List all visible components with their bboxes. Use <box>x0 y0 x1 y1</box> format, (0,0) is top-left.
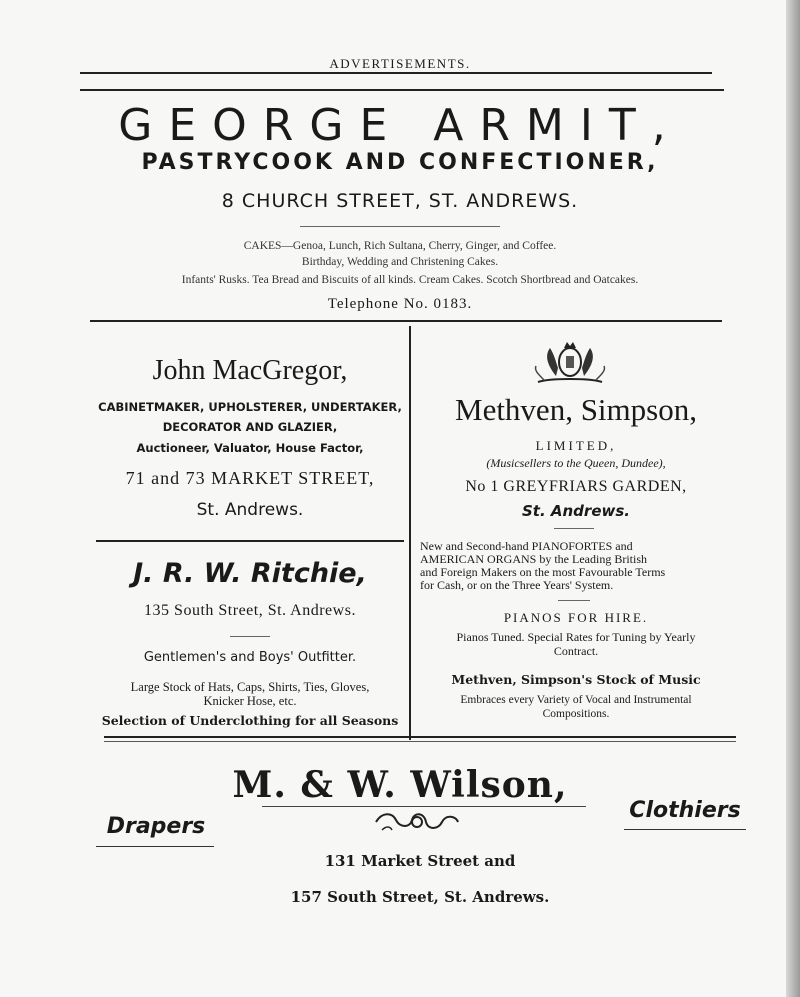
top-border-rule <box>80 89 724 91</box>
methven-divider-1 <box>554 528 594 529</box>
george-armit-trade: PASTRYCOOK AND CONFECTIONER, <box>141 150 659 175</box>
scroll-ornament-icon <box>372 808 462 836</box>
george-armit-cakes: CAKES—Genoa, Lunch, Rich Sultana, Cherry, Ginger, and Coffee. <box>243 240 557 252</box>
methven-simpson-limited: LIMITED, <box>535 438 617 453</box>
drapers-underline <box>96 846 214 847</box>
ritchie-divider <box>230 636 270 637</box>
george-armit-divider <box>300 226 500 227</box>
wilson-drapers: Drapers <box>106 814 206 839</box>
methven-simpson-address: No 1 GREYFRIARS GARDEN, <box>465 478 687 495</box>
ritchie-address: 135 South Street, St. Andrews. <box>144 602 356 619</box>
page-edge <box>786 0 800 997</box>
methven-pianos-line-3: and Foreign Makers on the most Favourable Terms <box>420 565 666 579</box>
george-armit-telephone: Telephone No. 0183. <box>327 296 473 312</box>
section-rule-2b <box>104 741 736 742</box>
john-macgregor-trade-3: Auctioneer, Valuator, House Factor, <box>136 441 364 455</box>
methven-simpson-town: St. Andrews. <box>522 502 630 520</box>
ritchie-selection: Selection of Underclothing for all Seasons <box>101 713 399 728</box>
section-rule-2 <box>104 736 736 738</box>
wilson-address-1: 131 Market Street and <box>324 852 516 870</box>
wilson-name: M. & W. Wilson, <box>232 764 568 806</box>
methven-pianos-line-1: New and Second-hand PIANOFORTES and <box>420 539 633 553</box>
george-armit-products: Infants' Rusks. Tea Bread and Biscuits of all kinds. Cream Cakes. Scotch Shortbread and Oatcakes. <box>181 274 639 286</box>
section-rule-1 <box>90 320 722 322</box>
wilson-name-rule <box>262 806 586 807</box>
john-macgregor-address: 71 and 73 MARKET STREET, <box>125 468 375 488</box>
george-armit-address: 8 CHURCH STREET, ST. ANDREWS. <box>221 190 579 212</box>
column-divider <box>409 326 411 740</box>
ritchie-stock-2: Knicker Hose, etc. <box>203 694 297 708</box>
john-macgregor-trade-1: CABINETMAKER, UPHOLSTERER, UNDERTAKER, <box>98 400 402 414</box>
royal-crest-icon <box>520 336 620 388</box>
page-header: ADVERTISEMENTS. <box>329 56 471 71</box>
methven-divider-2 <box>558 600 590 601</box>
methven-pianos-hire: PIANOS FOR HIRE. <box>503 610 649 625</box>
methven-simpson-musicsellers: (Musicsellers to the Queen, Dundee), <box>486 456 666 470</box>
george-armit-name: GEORGE ARMIT, <box>118 100 682 151</box>
methven-pianos-line-2: AMERICAN ORGANS by the Leading British <box>420 552 647 566</box>
methven-music-stock: Methven, Simpson's Stock of Music <box>451 672 701 687</box>
john-macgregor-town: St. Andrews. <box>196 500 304 520</box>
methven-tuning-1: Pianos Tuned. Special Rates for Tuning by Yearly <box>456 630 696 644</box>
methven-embraces-2: Compositions. <box>542 708 610 720</box>
clothiers-underline <box>624 829 746 830</box>
ritchie-stock-1: Large Stock of Hats, Caps, Shirts, Ties, Gloves, <box>130 680 370 694</box>
section-rule-left <box>96 540 404 542</box>
methven-simpson-name: Methven, Simpson, <box>455 392 697 427</box>
ritchie-outfitter: Gentlemen's and Boys' Outfitter. <box>143 650 357 665</box>
george-armit-cakes-2: Birthday, Wedding and Christening Cakes. <box>301 256 499 268</box>
methven-pianos-line-4: for Cash, or on the Three Years' System. <box>420 578 614 592</box>
methven-embraces-1: Embraces every Variety of Vocal and Instrumental <box>460 694 692 706</box>
wilson-clothiers: Clothiers <box>629 798 741 823</box>
ritchie-name: J. R. W. Ritchie, <box>133 558 367 589</box>
john-macgregor-trade-2: DECORATOR AND GLAZIER, <box>162 420 338 434</box>
wilson-address-2: 157 South Street, St. Andrews. <box>290 888 550 906</box>
methven-tuning-2: Contract. <box>553 644 599 658</box>
header-rule <box>80 72 712 74</box>
john-macgregor-name: John MacGregor, <box>152 355 348 386</box>
